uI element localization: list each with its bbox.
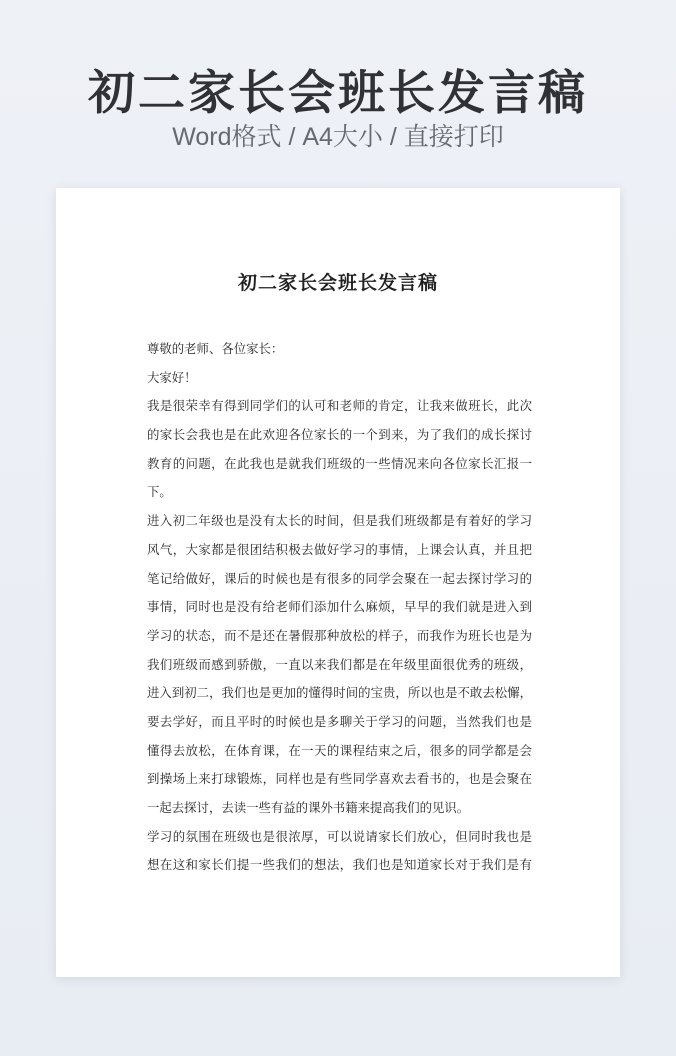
paragraph-line: 要去学好，而且平时的时候也是多聊关于学习的问题，当然我们也是 — [147, 713, 532, 729]
greeting: 大家好！ — [147, 369, 197, 385]
paragraph-line: 笔记给做好，课后的时候也是有很多的同学会聚在一起去探讨学习的 — [147, 570, 532, 586]
document-page — [56, 188, 620, 977]
document-body — [147, 335, 532, 880]
paragraph-line: 我是很荣幸有得到同学们的认可和老师的肯定，让我来做班长，此次 — [147, 398, 532, 414]
paragraph-line: 事情，同时也是没有给老师们添加什么麻烦，早早的我们就是进入到 — [147, 599, 532, 615]
paragraph-line: 我们班级而感到骄傲，一直以来我们都是在年级里面很优秀的班级， — [147, 656, 532, 672]
paragraph-line: 下。 — [147, 484, 172, 500]
paragraph-line: 风气，大家都是很团结积极去做好学习的事情，上课会认真，并且把 — [147, 541, 532, 557]
hero-subtitle: Word格式 / A4大小 / 直接打印 — [172, 123, 504, 151]
paragraph-line: 的家长会我也是在此欢迎各位家长的一个到来，为了我们的成长探讨 — [147, 427, 532, 443]
paragraph-line: 到操场上来打球锻炼，同样也是有些同学喜欢去看书的，也是会聚在 — [147, 771, 532, 787]
paragraph-line: 学习的状态，而不是还在暑假那种放松的样子，而我作为班长也是为 — [147, 627, 532, 643]
paragraph-line: 进入到初二，我们也是更加的懂得时间的宝贵，所以也是不敢去松懈， — [147, 685, 532, 701]
paragraph-line: 学习的氛围在班级也是很浓厚，可以说请家长们放心，但同时我也是 — [147, 828, 532, 844]
document-title: 初二家长会班长发言稿 — [237, 272, 438, 294]
paragraph-line: 教育的问题，在此我也是就我们班级的一些情况来向各位家长汇报一 — [147, 455, 532, 471]
paragraph-line: 想在这和家长们提一些我们的想法，我们也是知道家长对于我们是有 — [147, 857, 532, 873]
paragraph-line: 懂得去放松，在体育课，在一天的课程结束之后，很多的同学都是会 — [147, 742, 532, 758]
salutation: 尊敬的老师、各位家长： — [147, 341, 284, 356]
hero-title: 初二家长会班长发言稿 — [88, 66, 588, 121]
paragraph-line: 进入初二年级也是没有太长的时间，但是我们班级都是有着好的学习 — [147, 513, 532, 529]
paragraph-line: 一起去探讨，去读一些有益的课外书籍来提高我们的见识。 — [147, 800, 470, 815]
